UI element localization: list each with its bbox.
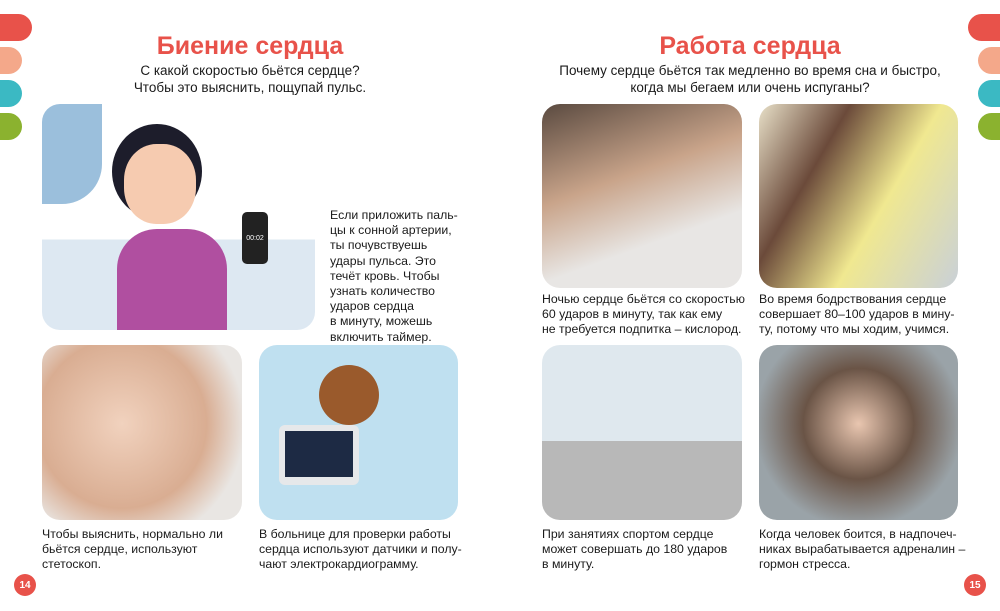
right-page-title: Работа сердца	[659, 32, 841, 60]
tab-teal	[0, 80, 22, 107]
page-number-left: 14	[14, 574, 36, 596]
girl-pulse-illustration	[42, 104, 315, 330]
awake-caption: Во время бодрствования сердце совершает 80–100 ударов в мину- ту, потому что мы ходим, учимся.	[759, 292, 955, 336]
tab-green-right	[978, 113, 1000, 140]
phone-timer: 00:02	[242, 212, 268, 264]
tab-salmon	[0, 47, 22, 74]
tab-salmon-right	[978, 47, 1000, 74]
studying-child-photo	[759, 104, 958, 288]
pulse-text: Если приложить паль- цы к сонной артерии, ты почувствуешь удары пульса. Это течёт кровь. Чтобы узнать количество ударов сердца в минуту, можешь включить таймер.	[330, 208, 458, 344]
left-page-title: Биение сердца	[156, 32, 344, 60]
baby-stethoscope-photo	[42, 345, 242, 520]
tab-red-right	[968, 14, 1000, 41]
fear-caption: Когда человек боится, в надпочеч- никах вырабатывается адреналин – гормон стресса.	[759, 527, 966, 571]
ecg-caption: В больнице для проверки работы сердца используют датчики и полу- чают электрокардиограмму.	[259, 527, 462, 571]
tab-teal-right	[978, 80, 1000, 107]
sport-caption: При занятиях спортом сердце может совершать до 180 ударов в минуту.	[542, 527, 728, 571]
left-subtitle: С какой скоростью бьётся сердце? Чтобы это выяснить, пощупай пульс.	[133, 63, 367, 95]
rollerskating-photo	[542, 345, 742, 520]
sleeping-child-photo	[542, 104, 742, 288]
tab-green	[0, 113, 22, 140]
hospital-ecg-illustration	[259, 345, 458, 520]
tab-red	[0, 14, 32, 41]
scared-child-photo	[759, 345, 958, 520]
stethoscope-caption: Чтобы выяснить, нормально ли бьётся сердце, используют стетоскоп.	[42, 527, 223, 571]
right-subtitle: Почему сердце бьётся так медленно во время сна и быстро, когда мы бегаем или очень испуганы?	[559, 63, 941, 95]
sleep-caption: Ночью сердце бьётся со скоростью 60 ударов в минуту, так как ему не требуется подпитка – кислород.	[542, 292, 745, 336]
page-number-right: 15	[964, 574, 986, 596]
